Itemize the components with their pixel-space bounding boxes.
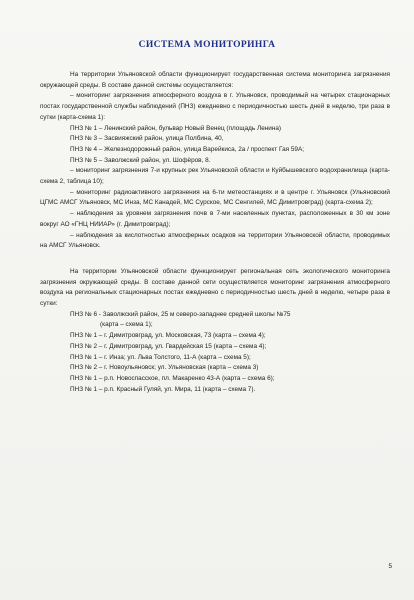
post-list-item: ПНЗ № 5 – Заволжский район, ул. Шофёров, 8. [70,156,211,164]
regional-post-item-continuation: (карта – схема 1); [100,321,153,329]
bullet-precipitation: – наблюдения за кислотностью атмосферных осадков на территории Ульяновской области, проводимых на АМСГ Ульяновск. [40,231,390,250]
regional-post-item: ПНЗ № 2 – г. Димитровград, ул. Гвардейская 15 (карта – схема 4); [70,342,267,350]
page-number: 5 [388,563,392,570]
bullet-air-monitoring: – мониторинг загрязнения атмосферного воздуха в г. Ульяновск, проводимый на четырех стационарных постах государственной службы наблюдений (ПНЗ) ежедневно с периодичностью шесть дней в неделю, три раза в сутки (карта-схема 1): [40,92,390,121]
regional-post-item: ПНЗ № 1 – р.п. Красный Гуляй, ул. Мира, 11 (карта – схема 7). [70,385,256,393]
regional-post-item: ПНЗ № 1 – р.п. Новоспасское, пл. Макаренко 43-А (карта – схема 6); [70,374,275,382]
bullet-rivers: – мониторинг загрязнения 7-и крупных рек Ульяновской области и Куйбышевского водохранилища (карта-схема 2, таблица 10); [40,167,390,186]
bullet-soil: – наблюдения за уровнем загрязнения почв в 7-ми населенных пунктах, расположенных в 30 км зоне вокруг АО «ГНЦ НИИАР» (г. Димитровград); [40,210,390,228]
post-list-item: ПНЗ № 3 – Засвияжский район, улица Полбина, 40, [70,135,224,143]
regional-post-item: ПНЗ № 6 - Заволжский район, 25 м северо-западнее средней школы №75 [70,310,291,318]
regional-post-item: ПНЗ № 1 – г. Димитровград, ул. Московская, 73 (карта – схема 4); [70,332,266,340]
post-list-item: ПНЗ № 4 – Железнодорожный район, улица Варейкиса, 2а / проспект Гая 59А; [70,145,305,153]
document-body [40,70,390,395]
post-list-item: ПНЗ № 1 – Ленинский район, бульвар Новый Венец (площадь Ленина) [70,124,282,132]
page-title: СИСТЕМА МОНИТОРИНГА [138,40,276,50]
intro-paragraph: На территории Ульяновской области функционирует государственная система мониторинга загрязнения окружающей среды. В составе данной системы осуществляется: [40,71,390,89]
section-gap [40,252,390,267]
regional-post-item: ПНЗ № 1 – г. Инза; ул. Льва Толстого, 11-А (карта – схема 5); [70,353,251,361]
regional-post-item: ПНЗ № 2 – г. Новоульяновск; ул. Ульяновская (карта – схема 3) [70,364,259,372]
regional-intro-paragraph: На территории Ульяновской области функционирует региональная сеть экологического мониторинга загрязнения окружающей среды. В составе данной сети осуществляется мониторинг загрязнения атмосферного воздуха на региональных стационарных постах ежедневно с периодичностью шесть дней в неделю, четыре раза в сутки: [40,267,390,308]
bullet-radioactive: – мониторинг радиоактивного загрязнения на 6-ти метеостанциях и в центре г. Ульяновск (Ульяновский ЦГМС АМСГ Ульяновск, МС Инза, МС Канадей, МС Сурское, МС Сенгилей, МС Димитровград) (карта-схема 2); [40,188,390,207]
